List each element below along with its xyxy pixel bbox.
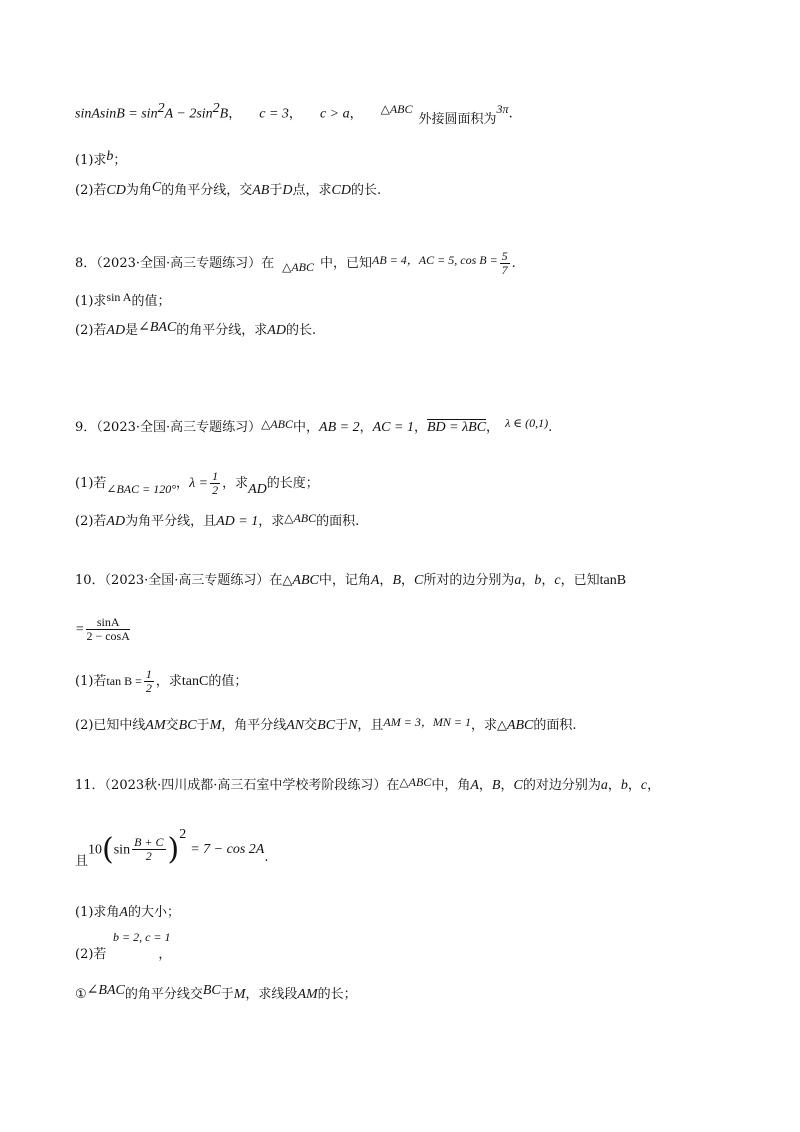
- p10-question-2: (2)已知中线AM交BC于M，角平分线AN交BC于N，且AM = 3，MN = 1，求△ABC的面积.: [75, 715, 577, 733]
- p10-question-1: (1)若tan B = $\frac{1}{2}$ ，求tanC的值；: [75, 667, 248, 695]
- p10-header: 10．（2023·全国·高三专题练习）在△ABC中，记角A，B，C所对的边分别为a，b，c，已知tanB: [75, 573, 627, 588]
- p11-header: 11．（2023秋·四川成都·高三石室中学校考阶段练习）在△ABC中，角A，B，C的对边分别为a，b，c，: [75, 775, 661, 793]
- p9-header: 9．（2023·全国·高三专题练习）△ABC中，AB = 2，AC = 1，BD = λBC， λ ∈ (0,1).: [75, 416, 553, 435]
- p11-subquestion-1: ①∠BAC的角平分线交BC于M，求线段AM的长；: [75, 983, 357, 1002]
- p7-question-1: (1)求b；: [75, 149, 127, 168]
- p7-question-2: (2)若CD为角C的角平分线，交AB于D点，求CD的长.: [75, 180, 382, 198]
- p11-question-1: (1)求角A的大小；: [75, 905, 180, 920]
- p11-question-2-condition: b = 2, c = 1: [113, 930, 171, 944]
- p8-question-1: (1)求sin A的值；: [75, 290, 171, 309]
- p11-equation: 且10(sin $\frac{B + C}{2}$ )$^2$= 7 − cos 2A.: [75, 827, 269, 870]
- p8-header: 8．（2023·全国·高三专题练习）在 △ABC 中，已知AB = 4，AC = 5, cos B = $\frac{5}{7}$ .: [75, 249, 516, 277]
- p9-question-2: (2)若AD为角平分线，且AD = 1，求△ABC的面积.: [75, 511, 360, 529]
- p9-question-1: (1)若∠BAC = 120°，λ = $\frac{1}{2}$ ，求AD的长度；: [75, 469, 319, 497]
- p8-question-2: (2)若AD是∠BAC的角平分线，求AD的长.: [75, 320, 317, 338]
- p10-tanb-fraction: = $\frac{\sin A}{2 - \cos A}$: [75, 615, 130, 643]
- p7-condition: sinAsinB = $\sin^2A - 2\sin^2B$， c = 3， c > a， △ABC外接圆面积为3π.: [75, 101, 513, 128]
- p11-question-2: (2)若 ，: [75, 947, 172, 962]
